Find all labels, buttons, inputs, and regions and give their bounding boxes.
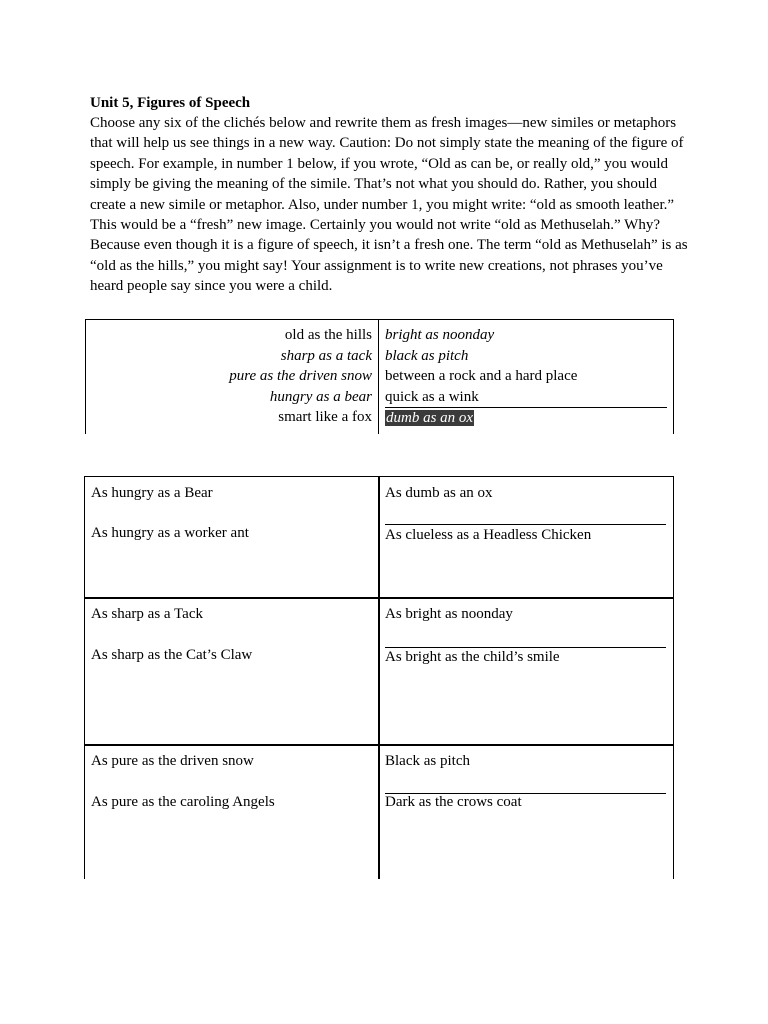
cliche-item: hungry as a bear — [269, 388, 372, 405]
grid-row-divider — [85, 744, 673, 746]
page-title: Unit 5, Figures of Speech — [90, 95, 251, 111]
column-divider — [378, 320, 379, 434]
answer-rewrite[interactable]: As hungry as a worker ant — [91, 525, 249, 541]
cliche-item: bright as noonday — [385, 327, 495, 343]
cliche-column-left — [86, 325, 372, 428]
answer-rewrite[interactable]: As bright as the child’s smile — [385, 649, 560, 665]
cliche-list-table — [85, 319, 674, 434]
answers-grid — [84, 476, 674, 879]
cliche-item: old as the hills — [284, 327, 372, 343]
selected-cliche-item[interactable]: dumb as an ox — [386, 410, 474, 426]
answer-cliche: As bright as noonday — [385, 606, 513, 622]
cliche-item: between a rock and a hard place — [385, 368, 578, 384]
grid-row-divider — [85, 597, 673, 599]
cliche-column-right — [385, 325, 667, 429]
answer-cliche: Black as pitch — [385, 753, 470, 769]
cliche-item: sharp as a tack — [280, 347, 372, 364]
cliche-item: pure as the driven snow — [229, 368, 372, 384]
answer-cliche: As hungry as a Bear — [91, 485, 213, 501]
answer-rewrite[interactable]: As clueless as a Headless Chicken — [385, 527, 592, 543]
cliche-item: smart like a fox — [278, 409, 372, 425]
instructions-paragraph: Choose any six of the clichés below and rewrite them as fresh images—new similes or metaphors that will help us see things in a new way. Caution: Do not simply state the meaning of the figure of speech. For example, in number 1 below, if you wrote, “Old as can be, or really old,” you would simply be giving the meaning of the simile. That’s not what you should do. Rather, you should create a new simile or metaphor. Also, under number 1, you might write: “old as smooth leather.” This would be a “fresh” new image. Certainly you would not write “old as Methuselah.” Why? Because even though it is a figure of speech, it isn’t a fresh one. The term “old as Methuselah” is as “old as the hills,” you might say! Your assignment is to write new creations, not phrases you’ve heard people say since you were a child. — [90, 115, 688, 295]
answer-cliche: As dumb as an ox — [385, 485, 493, 501]
cliche-item: quick as a wink — [385, 387, 667, 409]
answer-rewrite[interactable]: As sharp as the Cat’s Claw — [91, 647, 253, 663]
answer-cliche: As pure as the driven snow — [91, 753, 254, 769]
cliche-item-row — [385, 408, 667, 429]
answer-rewrite[interactable]: As pure as the caroling Angels — [91, 794, 275, 810]
cliche-item: black as pitch — [385, 347, 469, 364]
grid-column-divider — [378, 477, 380, 879]
answer-rewrite[interactable]: Dark as the crows coat — [385, 794, 522, 810]
answer-cliche: As sharp as a Tack — [91, 606, 203, 622]
